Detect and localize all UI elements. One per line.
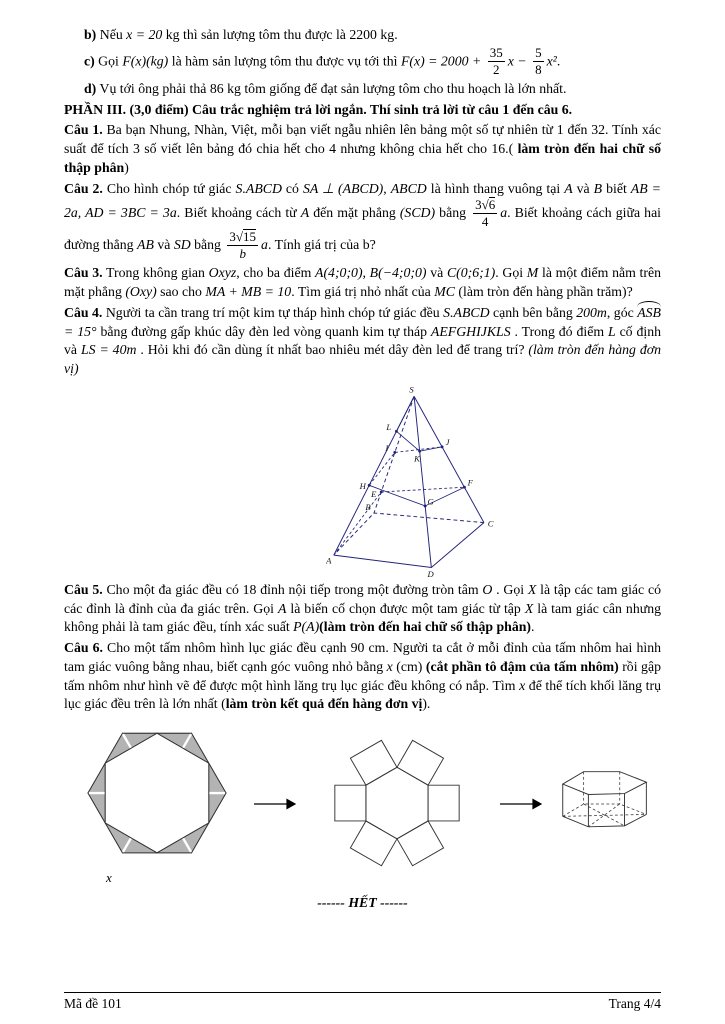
- fraction-numerator: [473, 197, 497, 214]
- math-l: L: [607, 323, 616, 339]
- item-c: [84, 44, 661, 78]
- vertex-labels: [326, 384, 494, 578]
- vertex-label-a: A: [326, 555, 332, 566]
- math-x20: x = 20: [126, 27, 163, 42]
- q2-text: và: [572, 180, 594, 196]
- radicand: 15: [243, 229, 257, 245]
- q5-text: là tam giác cân nhưng không phải là tam giác đều, tính xác suất: [64, 600, 662, 635]
- q3-text: (làm tròn đến hàng phần trăm)?: [454, 284, 633, 300]
- vertex-label-e: E: [371, 488, 377, 499]
- q3-text: là một điểm nằm trên mặt phẳng: [64, 265, 662, 300]
- pyramid-figure-wrap: [326, 383, 508, 579]
- item-b-text: Nếu: [96, 27, 127, 42]
- math-b: B: [593, 180, 603, 196]
- q4-note-italic: (làm tròn đến hàng đơn vị): [64, 342, 662, 377]
- hexagonal-prism-figure: [558, 762, 653, 846]
- q3-text: , cho ba điểm: [236, 265, 316, 281]
- question-1-text: Ba bạn Nhung, Nhàn, Việt, mỗi bạn viết ngẫu nhiên lên bảng một số tự nhiên từ 1 đến 32. Tính xác suất để tích 3 số viết lên bảng đó chia hết cho 4 nhưng không chia hết cho 16.(: [64, 122, 661, 157]
- fraction-3sqrt15-b: [227, 229, 258, 261]
- math-ma-mb: MA + MB = 10: [205, 284, 292, 300]
- prism-solid-edges: [563, 772, 647, 827]
- math-m: M: [526, 265, 539, 281]
- q5-text: là tập các tam giác có các đỉnh là đỉnh của đa giác trên. Gọi: [64, 581, 661, 616]
- math-path-letters: AEFGHIJKLS: [430, 323, 511, 339]
- q3-text: và: [426, 265, 447, 281]
- q2-text: bằng: [435, 205, 471, 221]
- page-number: Trang 4/4: [608, 996, 661, 1011]
- vertex-label-j: J: [445, 437, 450, 448]
- q5-note: (làm tròn đến hai chữ số thập phân): [319, 619, 531, 635]
- q4-text: Người ta cần trang trí một kim tự tháp hình chóp tứ giác đều: [102, 304, 444, 320]
- end-marker: ------ HẾT ------: [317, 895, 408, 911]
- fraction-35-2: [488, 46, 505, 77]
- math-x-set: X: [527, 581, 537, 597]
- q2-text: và: [153, 237, 174, 253]
- fold-arrow-icon: [252, 796, 296, 812]
- question-1-note: làm tròn đến hai chữ số thập phân: [64, 141, 662, 175]
- math-x-minus: x −: [507, 53, 531, 69]
- q2-text: có: [281, 180, 303, 196]
- q2-text: . Tính giá trị của b?: [267, 237, 376, 253]
- pyramid-edges: [334, 396, 484, 567]
- math-pa: P(A): [293, 619, 320, 635]
- q6-text: (cm): [392, 658, 426, 674]
- vertex-label-g: G: [427, 496, 434, 507]
- vertex-label-f: F: [467, 477, 473, 488]
- unfolded-net-figure: [312, 723, 482, 885]
- math-15deg: = 15°: [64, 323, 97, 339]
- q6-text: Cho một tấm nhôm hình lục giác đều cạnh 90 cm. Người ta cắt ở mỗi đỉnh của tấm nhôm hai hình tam giác vuông bằng nhau, biết cạnh góc vuông nhỏ bằng: [64, 640, 661, 674]
- q6-note-cut: (cắt phần tô đậm của tấm nhôm): [425, 658, 619, 674]
- math-mc: MC: [434, 284, 455, 300]
- q4-text: . Hỏi khi đó cần dùng ít nhất bao nhiêu mét dây đèn led để trang trí?: [136, 342, 529, 358]
- radical-sign: √: [235, 229, 244, 245]
- item-c-label: c): [84, 53, 95, 69]
- item-b-label: b): [84, 27, 97, 42]
- question-1-text2: ): [124, 159, 129, 175]
- vertex-label-l: L: [386, 421, 392, 432]
- coef: 3: [229, 229, 236, 245]
- math-a: A: [300, 205, 310, 221]
- hexagon-sheet-figure-wrap: [78, 722, 236, 886]
- part3-heading: PHẦN III. (3,0 điểm) Câu trắc nghiệm trả lời ngắn. Thí sinh trả lời từ câu 1 đến câu 6.: [64, 101, 573, 117]
- math-x: x: [519, 677, 526, 693]
- q4-text: cố định và: [64, 323, 662, 358]
- question-3: [64, 264, 661, 302]
- q4-text: . Trong đó điểm: [510, 323, 608, 339]
- q6-note-round: làm tròn kết quả đến hàng đơn vị: [225, 696, 423, 712]
- q3-text: . Gọi: [495, 265, 527, 281]
- math-sa-perp: SA ⊥ (ABCD): [302, 180, 384, 196]
- math-oxy: (Oxy): [125, 284, 157, 300]
- hexagon-sheet-figure: [78, 722, 236, 870]
- math-widehat-asb: ASB: [637, 304, 661, 320]
- fraction-denominator: b: [239, 246, 246, 262]
- math-a-after: a: [500, 205, 508, 221]
- exam-code: Mã đề 101: [64, 996, 122, 1011]
- q5-text: là biến cố chọn được một tam giác từ tập: [286, 600, 525, 616]
- q5-text: . Gọi: [492, 581, 528, 597]
- question-6-label: Câu 6.: [64, 640, 103, 656]
- led-spiral-path: [334, 396, 465, 555]
- question-6: [64, 639, 661, 714]
- hexagon-outlines: [88, 733, 226, 853]
- math-fx-kg: F(x)(kg): [122, 53, 169, 69]
- arrow-shape: [500, 800, 541, 809]
- item-d: [84, 80, 661, 99]
- q5-text: Cho một đa giác đều có 18 đỉnh nội tiếp trong một đường tròn tâm: [102, 581, 483, 597]
- question-2-label: Câu 2.: [64, 180, 103, 196]
- corner-gap-lines: [88, 733, 226, 853]
- math-oxyz: Oxyz: [208, 265, 237, 281]
- question-4-label: Câu 4.: [64, 304, 103, 320]
- question-3-label: Câu 3.: [64, 265, 103, 281]
- math-sd: SD: [173, 237, 191, 253]
- math-a-event: A: [277, 600, 287, 616]
- item-d-text: Vụ tới ông phải thả 86 kg tôm giống để đạt sản lượng tôm cho thu hoạch là lớn nhất.: [96, 80, 567, 96]
- question-5-label: Câu 5.: [64, 581, 103, 597]
- question-1: [64, 121, 661, 177]
- math-ls-40: LS = 40m: [80, 342, 137, 358]
- hexagon-figures-row: [78, 722, 661, 886]
- item-b: [84, 26, 661, 45]
- q3-text: sao cho: [156, 284, 206, 300]
- fraction-denominator: 2: [492, 61, 500, 77]
- vertex-label-s: S: [409, 384, 414, 395]
- q2-text: ,: [383, 180, 391, 196]
- prism-hidden-edges: [563, 772, 647, 827]
- fraction-numerator: 35: [488, 46, 505, 62]
- math-x-set: X: [524, 600, 534, 616]
- q6-text: để thể tích khối lăng trụ lục giác đều trên là lớn nhất (: [64, 677, 661, 712]
- math-fx-formula: F(x) = 2000 +: [400, 53, 485, 69]
- q2-text: . Biết khoảng cách giữa hai đường thẳng: [64, 205, 662, 253]
- question-2: [64, 180, 661, 263]
- vertex-label-k: K: [414, 453, 420, 464]
- coef: 3: [475, 197, 482, 213]
- arrow-shape: [254, 800, 295, 809]
- fold-arrow-icon: [498, 796, 542, 812]
- vertex-label-c: C: [487, 518, 494, 529]
- radical-sign: √: [481, 197, 489, 213]
- item-c-period: .: [556, 53, 561, 69]
- q6-text: ).: [422, 696, 431, 712]
- vertex-label-i: I: [385, 442, 389, 453]
- question-1-label: Câu 1.: [64, 122, 103, 138]
- q2-text: đến mặt phẳng: [309, 205, 400, 221]
- math-scd: (SCD): [399, 205, 436, 221]
- vertex-label-h: H: [359, 481, 366, 492]
- q2-text: bằng: [190, 237, 225, 253]
- math-point-c: C(0;6;1): [446, 265, 496, 281]
- fraction-numerator: [227, 229, 258, 246]
- page-footer: [64, 992, 661, 1012]
- item-c-text2: là hàm sản lượng tôm thu được vụ tới thì: [168, 53, 401, 69]
- math-points-ab: A(4;0;0), B(−4;0;0): [315, 265, 427, 281]
- question-5: [64, 581, 661, 637]
- q5-text: .: [531, 619, 535, 635]
- item-d-label: d): [84, 80, 97, 96]
- q4-text: cạnh bên bằng: [489, 304, 577, 320]
- q6-text: rồi gập tấm nhôm như hình vẽ để được một hình lăng trụ lục giác đều không có nắp. Tìm: [64, 658, 661, 693]
- corner-cut-triangles: [88, 733, 226, 853]
- math-sabcd: S.ABCD: [443, 304, 490, 320]
- fraction-denominator: 8: [535, 61, 542, 77]
- q2-text: là hình thang vuông tại: [426, 180, 565, 196]
- math-abcd: ABCD: [390, 180, 427, 196]
- radicand: 6: [488, 197, 496, 213]
- math-sabcd: S.ABCD: [235, 180, 282, 196]
- item-c-text: Gọi: [94, 53, 123, 69]
- q4-text: , góc: [606, 304, 638, 320]
- math-a-after: a: [261, 237, 268, 253]
- math-x: x: [386, 658, 393, 674]
- q4-text: bằng đường gấp khúc dây đèn led vòng quanh kim tự tháp: [96, 323, 431, 339]
- q3-text: . Tìm giá trị nhỏ nhất của: [291, 284, 435, 300]
- math-ab-ad: AB = 2a, AD = 3BC = 3a: [64, 180, 661, 221]
- item-b-text2: kg thì sản lượng tôm thu được là 2200 kg.: [162, 27, 398, 42]
- fraction-3sqrt6-4: [473, 197, 497, 229]
- math-ab: AB: [137, 237, 154, 253]
- math-a: A: [564, 180, 573, 196]
- pyramid-figure: [326, 383, 508, 579]
- fraction-denominator: 4: [481, 214, 489, 230]
- question-4: [64, 304, 661, 379]
- x-dimension-label: x: [106, 870, 112, 886]
- vertex-label-d: D: [427, 569, 434, 579]
- fraction-numerator: 5: [533, 46, 544, 62]
- q3-text: Trong không gian: [102, 265, 209, 281]
- vertex-label-b: B: [365, 502, 371, 513]
- net-shapes: [335, 741, 459, 866]
- math-200m: 200m: [576, 304, 607, 320]
- q2-text: Cho hình chóp tứ giác: [102, 180, 236, 196]
- math-o: O: [482, 581, 493, 597]
- math-x-squared: x²: [546, 53, 557, 69]
- q2-text: . Biết khoảng cách từ: [176, 205, 301, 221]
- q2-text: biết: [602, 180, 631, 196]
- fraction-5-8: [533, 46, 544, 77]
